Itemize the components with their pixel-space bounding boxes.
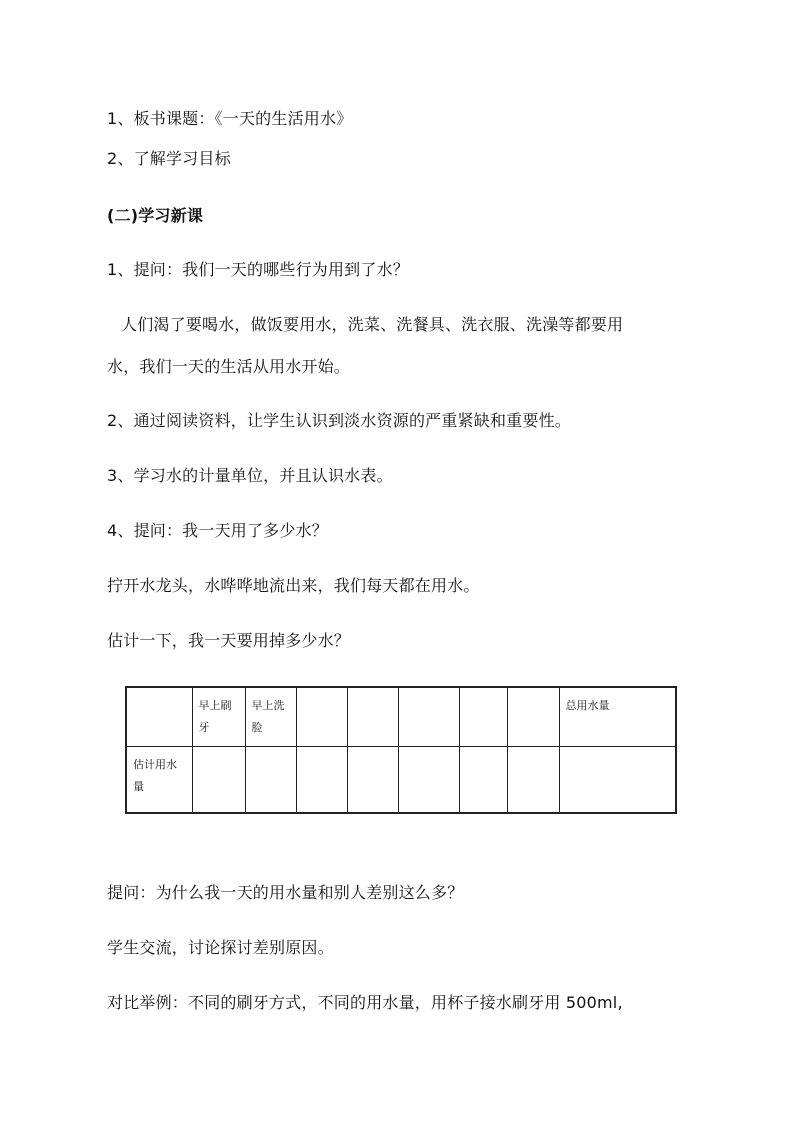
line-discussion: 学生交流，讨论探讨差别原因。: [107, 938, 334, 957]
line-item-3: 3、学习水的计量单位，并且认识水表。: [107, 466, 393, 485]
table-cell: [507, 747, 559, 813]
table-header-cell: [459, 687, 507, 747]
line-item-4: 4、提问：我一天用了多少水？: [107, 521, 328, 540]
table-header-cell: [347, 687, 398, 747]
table-cell: [398, 747, 459, 813]
table-header-cell: 总用水量: [559, 687, 676, 747]
table-header-cell: [398, 687, 459, 747]
line-question-difference: 提问：为什么我一天的用水量和别人差别这么多？: [107, 883, 464, 902]
table-header-row: [126, 687, 676, 747]
line-answer-1a: 人们渴了要喝水，做饭要用水，洗菜、洗餐具、洗衣服、洗澡等都要用: [121, 315, 624, 334]
table-header-cell: 早上刷牙: [192, 687, 245, 747]
line-estimate: 估计一下，我一天要用掉多少水？: [107, 631, 351, 650]
table-row: [126, 747, 676, 813]
table-cell: [245, 747, 296, 813]
table-header-cell: [296, 687, 347, 747]
line-learning-goal: 2、了解学习目标: [107, 149, 231, 168]
section-heading: (二)学习新课: [107, 206, 204, 225]
table-cell: [459, 747, 507, 813]
table-cell: [347, 747, 398, 813]
water-usage-table: [125, 686, 675, 814]
line-question-1: 1、提问：我们一天的哪些行为用到了水？: [107, 260, 409, 279]
line-item-2: 2、通过阅读资料，让学生认识到淡水资源的严重紧缺和重要性。: [107, 411, 571, 430]
water-usage-grid: [125, 686, 677, 814]
line-comparison-example: 对比举例：不同的刷牙方式，不同的用水量，用杯子接水刷牙用 500ml,: [107, 993, 623, 1012]
line-answer-1b: 水，我们一天的生活从用水开始。: [107, 357, 351, 376]
table-header-cell: [507, 687, 559, 747]
table-header-cell: 早上洗脸: [245, 687, 296, 747]
line-tap-water: 拧开水龙头，水哗哗地流出来，我们每天都在用水。: [107, 576, 480, 595]
line-board-title: 1、板书课题：《一天的生活用水》: [107, 109, 353, 128]
table-cell: [192, 747, 245, 813]
table-cell: [296, 747, 347, 813]
table-header-cell: [126, 687, 192, 747]
table-cell: [559, 747, 676, 813]
table-cell: 估计用水量: [126, 747, 192, 813]
